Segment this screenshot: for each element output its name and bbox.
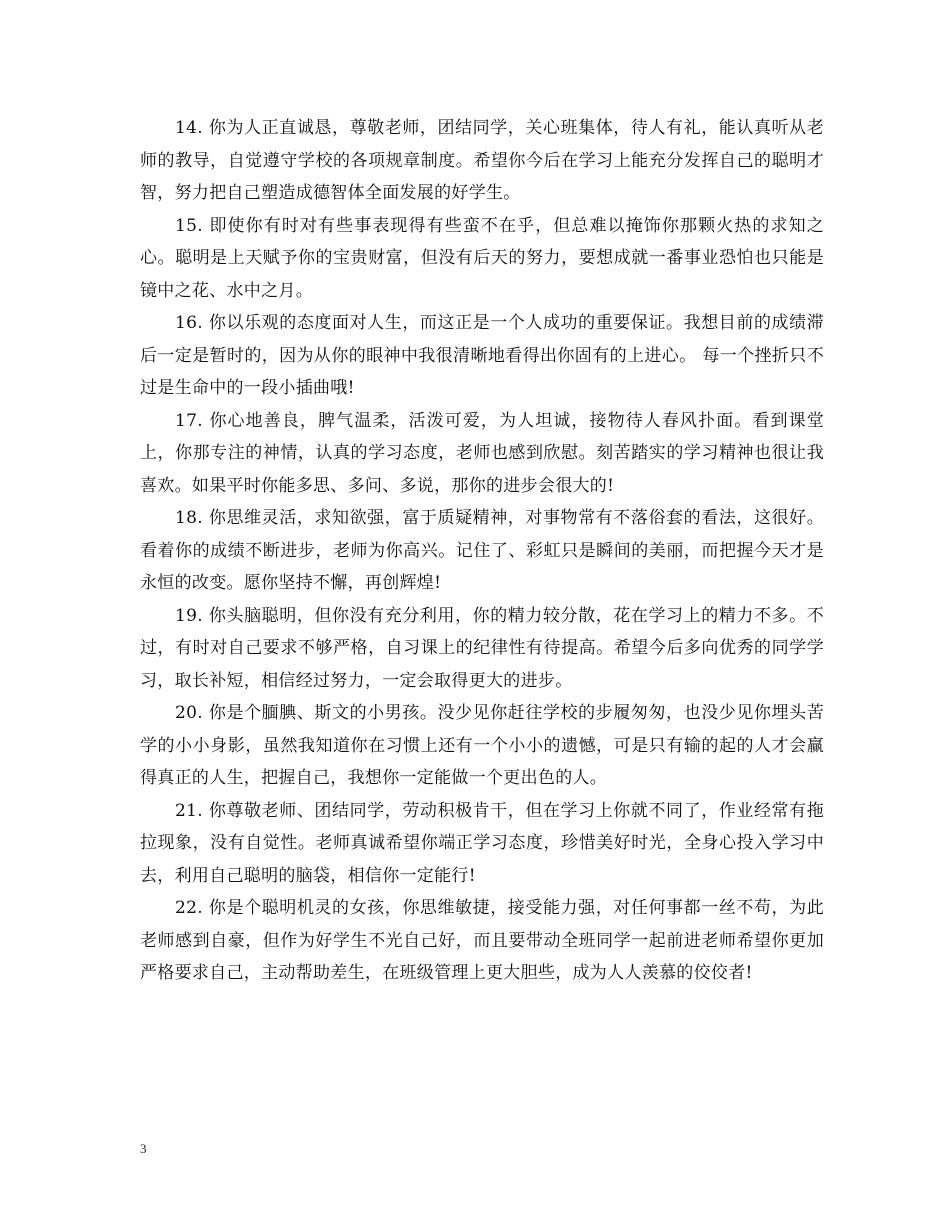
- comment-paragraph-19: 19. 你头脑聪明，但你没有充分利用，你的精力较分散，花在学习上的精力不多。不过，有时对自己要求不够严格，自习课上的纪律性有待提高。希望今后多向优秀的同学学习，取长补短，相信经过努力，一定会取得更大的进步。: [140, 605, 824, 691]
- document-body: [140, 112, 824, 990]
- comment-paragraph-15: 15. 即使你有时对有些事表现得有些蛮不在乎，但总难以掩饰你那颗火热的求知之心。聪明是上天赋予你的宝贵财富，但没有后天的努力，要想成就一番事业恐怕也只能是镜中之花、水中之月。: [140, 215, 824, 301]
- comment-paragraph-20: 20. 你是个腼腆、斯文的小男孩。没少见你赶往学校的步履匆匆，也没少见你埋头苦学的小小身影，虽然我知道你在习惯上还有一个小小的遗憾，可是只有输的起的人才会赢得真正的人生，把握自己，我想你一定能做一个更出色的人。: [140, 703, 824, 788]
- comment-paragraph-22: 22. 你是个聪明机灵的女孩，你思维敏捷，接受能力强，对任何事都一丝不苟，为此老师感到自豪，但作为好学生不光自己好，而且要带动全班同学一起前进老师希望你更加严格要求自己，主动帮助差生，在班级管理上更大胆些，成为人人羡慕的佼佼者!: [140, 898, 824, 983]
- comment-paragraph-14: 14. 你为人正直诚恳，尊敬老师，团结同学，关心班集体，待人有礼，能认真听从老师的教导，自觉遵守学校的各项规章制度。希望你今后在学习上能充分发挥自己的聪明才智，努力把自己塑造成德智体全面发展的好学生。: [140, 118, 824, 203]
- comment-paragraph-16: 16. 你以乐观的态度面对人生，而这正是一个人成功的重要保证。我想目前的成绩滞后一定是暂时的，因为从你的眼神中我很清晰地看得出你固有的上进心。 每一个挫折只不过是生命中的一段小插曲哦!: [140, 313, 824, 398]
- comment-paragraph-17: 17. 你心地善良，脾气温柔，活泼可爱，为人坦诚，接物待人春风扑面。看到课堂上，你那专注的神情，认真的学习态度，老师也感到欣慰。刻苦踏实的学习精神也很让我喜欢。如果平时你能多思、多问、多说，那你的进步会很大的!: [140, 410, 824, 496]
- comment-paragraph-18: 18. 你思维灵活，求知欲强，富于质疑精神，对事物常有不落俗套的看法，这很好。看着你的成绩不断进步，老师为你高兴。记住了、彩虹只是瞬间的美丽，而把握今天才是永恒的改变。愿你坚持不懈，再创辉煌!: [140, 508, 824, 593]
- page-number: 3: [140, 1141, 147, 1156]
- comment-paragraph-21: 21. 你尊敬老师、团结同学，劳动积极肯干，但在学习上你就不同了，作业经常有拖拉现象，没有自觉性。老师真诚希望你端正学习态度，珍惜美好时光，全身心投入学习中去，利用自己聪明的脑袋，相信你一定能行!: [140, 800, 824, 886]
